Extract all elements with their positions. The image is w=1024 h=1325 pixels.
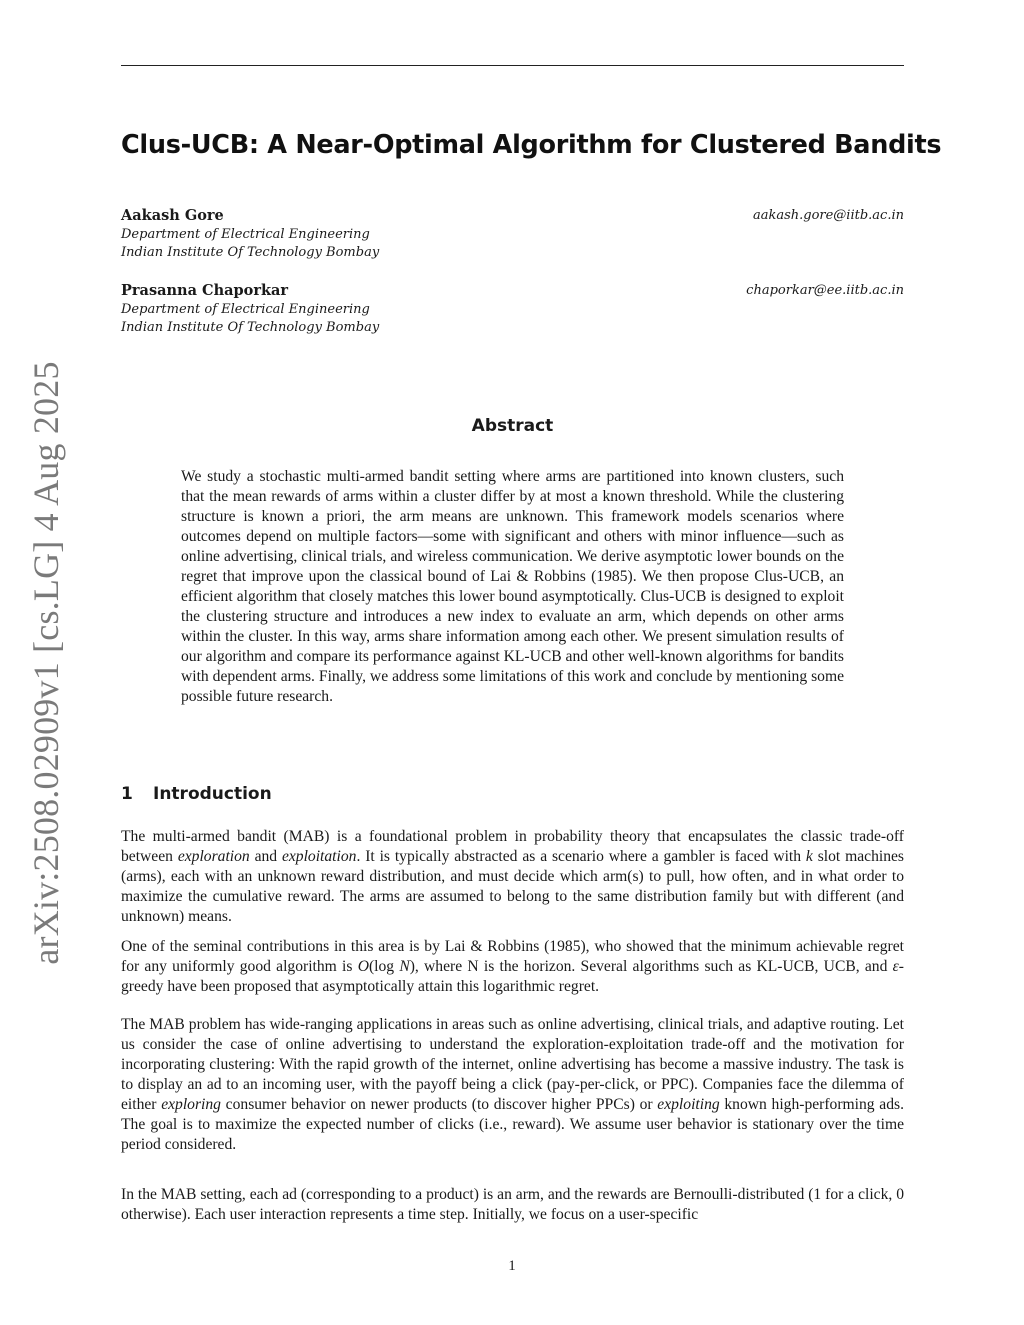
text-run: and bbox=[249, 848, 282, 865]
page-number: 1 bbox=[508, 1258, 516, 1274]
paragraph-applications bbox=[121, 1015, 904, 1155]
author-block-1 bbox=[121, 206, 904, 262]
text-run: The multi-armed bandit (MAB) is a foundational problem in probability theory that encapsulates the classic trade-off between bbox=[121, 828, 904, 865]
author-department: Department of Electrical Engineering bbox=[121, 302, 370, 317]
author-department: Department of Electrical Engineering bbox=[121, 227, 370, 242]
abstract-text: We study a stochastic multi-armed bandit setting where arms are partitioned into known clusters, such that the mean rewards of arms within a cluster differ by at most a known threshold. While the clustering structure is known a priori, the arm means are unknown. This framework models scenarios where outcomes depend on multiple factors—some with significant and others with minor influence—such as online advertising, clinical trials, and wireless communication. We derive asymptotic lower bounds on the regret that improve upon the classical bound of Lai & Robbins (1985). We then propose Clus-UCB, an efficient algorithm that closely matches this lower bound asymptotically. Clus-UCB is designed to exploit the clustering structure and introduces a new index to evaluate an arm, which depends on other arms within the cluster. In this way, arms share information among each other. We present simulation results of our algorithm and compare its performance against KL-UCB and other well-known algorithms for bandits with dependent arms. Finally, we address some limitations of this work and conclude by mentioning some possible future research. bbox=[181, 468, 844, 705]
author-email[interactable]: aakash.gore@iitb.ac.in bbox=[752, 208, 904, 223]
author-institute: Indian Institute Of Technology Bombay bbox=[121, 320, 380, 335]
author-institute: Indian Institute Of Technology Bombay bbox=[121, 245, 380, 260]
paragraph-lai-robbins bbox=[121, 937, 904, 997]
math-variable: k bbox=[805, 848, 813, 865]
author-email[interactable]: chaporkar@ee.iitb.ac.in bbox=[746, 283, 904, 298]
math-variable: ε bbox=[892, 958, 899, 975]
author-block-2 bbox=[121, 281, 904, 337]
text-run: ), where N is the horizon. Several algorithms such as KL-UCB, UCB, and bbox=[409, 958, 893, 975]
text-run: (log bbox=[368, 958, 400, 975]
author-name: Aakash Gore bbox=[121, 207, 224, 224]
section-heading bbox=[121, 784, 272, 804]
emphasis: exploring bbox=[161, 1096, 221, 1113]
section-number: 1 bbox=[121, 784, 133, 804]
math-variable: N bbox=[399, 958, 410, 975]
paragraph-intro bbox=[121, 827, 904, 927]
author-name: Prasanna Chaporkar bbox=[121, 282, 289, 299]
header-rule bbox=[121, 65, 904, 66]
abstract-heading: Abstract bbox=[471, 416, 554, 436]
emphasis: exploration bbox=[177, 848, 250, 865]
paper-title: Clus-UCB: A Near-Optimal Algorithm for Clustered Bandits bbox=[121, 130, 942, 160]
section-title: Introduction bbox=[153, 784, 272, 804]
arxiv-stamp-text[interactable]: arXiv:2508.02909v1 [cs.LG] 4 Aug 2025 bbox=[26, 361, 66, 965]
emphasis: exploiting bbox=[657, 1096, 720, 1113]
paragraph-mab-setting: In the MAB setting, each ad (corresponding to a product) is an arm, and the rewards are Bernoulli-distributed (1 for a click, 0 otherwise). Each user interaction represents a time step. Initially, we focus on a user-specific bbox=[121, 1186, 904, 1223]
text-run: slot machines (arms), each with an unknown reward distribution, and must decide which arm(s) to pull, how often, and in what order to maximize the cumulative reward. The arms are assumed to belong to the same distribution family but with different (and unknown) means. bbox=[121, 848, 904, 925]
text-run: -greedy have been proposed that asymptotically attain this logarithmic regret. bbox=[121, 958, 904, 995]
text-run: consumer behavior on newer products (to discover higher PPCs) or bbox=[220, 1096, 658, 1113]
emphasis: exploitation bbox=[281, 848, 357, 865]
text-run: . It is typically abstracted as a scenario where a gambler is faced with bbox=[356, 848, 806, 865]
text-run: The MAB problem has wide-ranging applications in areas such as online advertising, clinical trials, and adaptive routing. Let us consider the case of online advertising to understand the exploration-exploitation trade-off and the motivation for incorporating clustering: With the rapid growth of the internet, online advertising has become a massive industry. The task is to display an ad to an incoming user, with the payoff being a click (pay-per-click, or PPC). Companies face the dilemma of either bbox=[121, 1016, 904, 1113]
text-run: One of the seminal contributions in this area is by Lai & Robbins (1985), who showed that the minimum achievable regret for any uniformly good algorithm is bbox=[121, 938, 904, 975]
text-run: known high-performing ads. The goal is to maximize the expected number of clicks (i.e., reward). We assume user behavior is stationary over the time period considered. bbox=[121, 1096, 904, 1153]
math-variable: O bbox=[357, 958, 369, 975]
